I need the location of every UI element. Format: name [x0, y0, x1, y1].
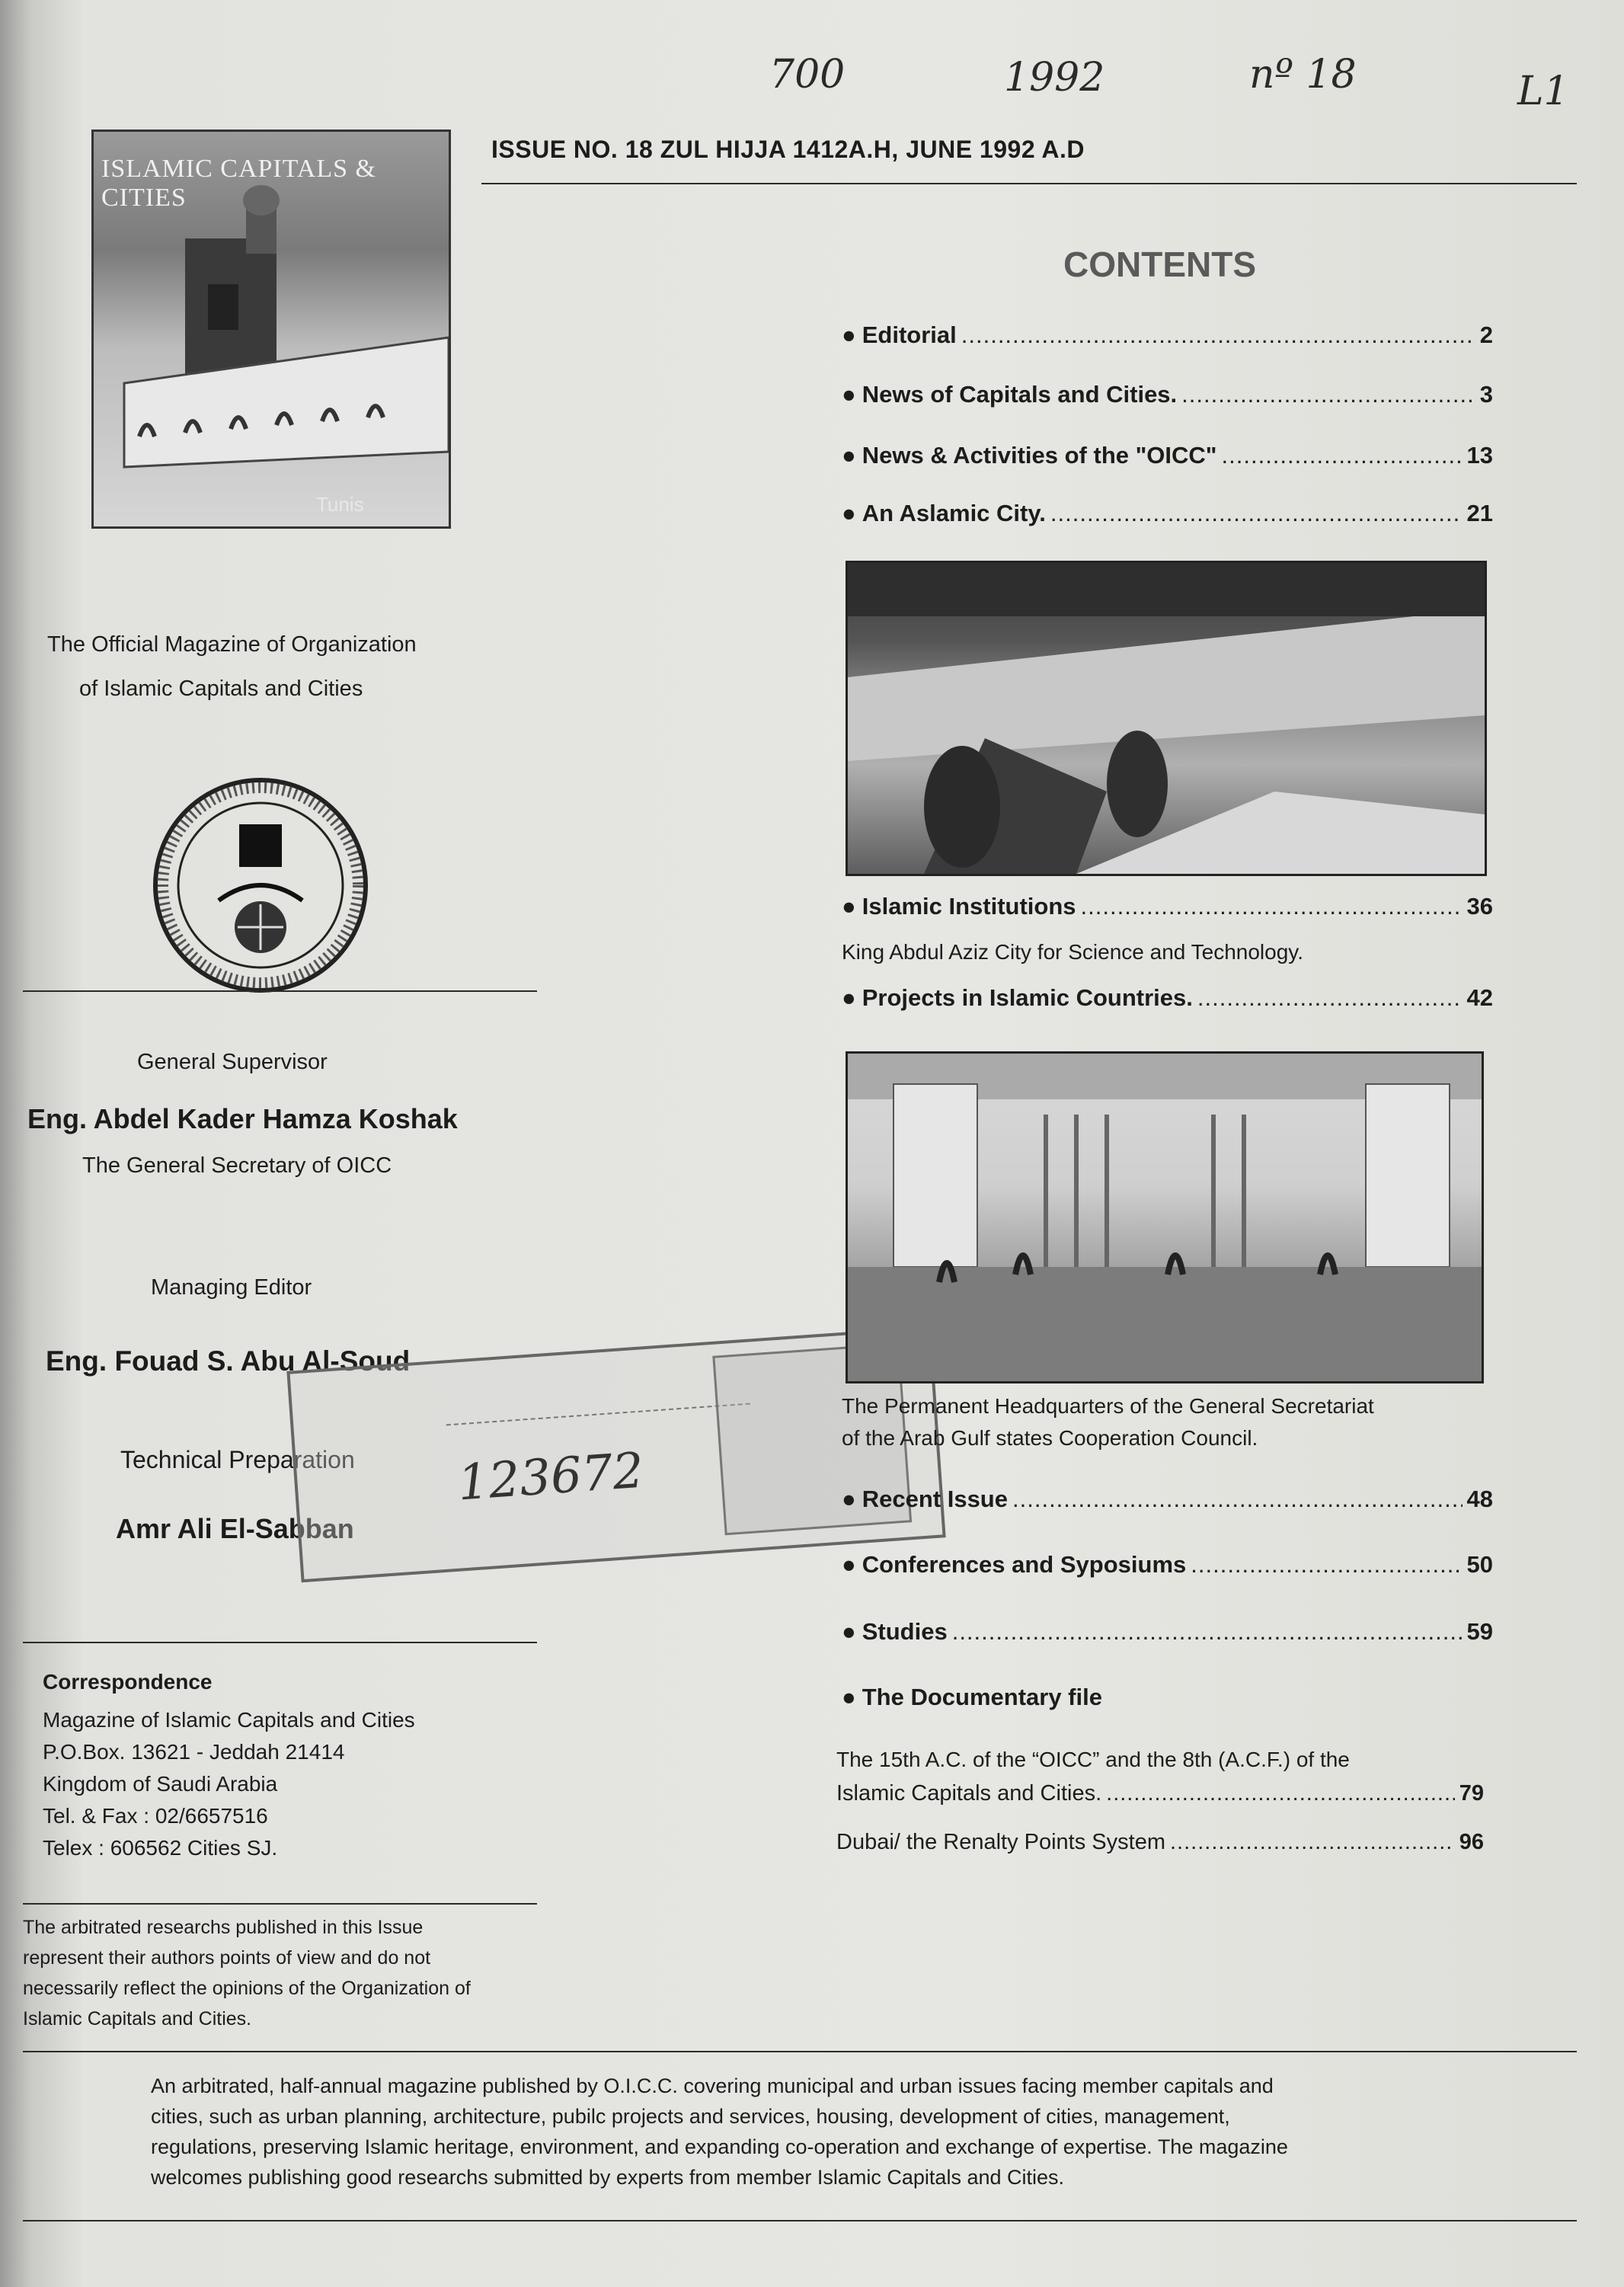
disclaimer-line: represent their authors points of view and do not: [23, 1947, 431, 1969]
toc-page-number: 50: [1466, 1551, 1493, 1578]
toc-page-number: 13: [1466, 442, 1493, 469]
bullet-icon: ●: [842, 321, 856, 348]
dot-leader: [1197, 984, 1463, 1012]
toc-item-editorial[interactable]: [842, 321, 1493, 349]
dot-leader: [1106, 1781, 1455, 1806]
bullet-icon: ●: [842, 381, 856, 408]
caption-institutions: King Abdul Aziz City for Science and Technology.: [842, 940, 1303, 964]
dot-leader: [961, 321, 1475, 349]
stamp-arabic-lines: [443, 1358, 750, 1426]
toc-item-recent-issue[interactable]: [842, 1486, 1493, 1513]
bullet-icon: ●: [842, 1551, 856, 1578]
correspondence-line: P.O.Box. 13621 - Jeddah 21414: [43, 1740, 345, 1764]
disclaimer-line: necessarily reflect the opinions of the Organization of: [23, 1978, 471, 1999]
toc-label: Projects in Islamic Countries.: [862, 984, 1193, 1011]
correspondence-line: Magazine of Islamic Capitals and Cities: [43, 1708, 415, 1732]
toc-item-islamic-institutions[interactable]: [842, 893, 1493, 920]
toc-item-doc-sub1[interactable]: [836, 1781, 1484, 1806]
dot-leader: [1081, 893, 1463, 920]
correspondence-line: Tel. & Fax : 02/6657516: [43, 1804, 268, 1828]
header-rule: [481, 183, 1577, 184]
disclaimer-line: Islamic Capitals and Cities.: [23, 2008, 252, 2030]
technical-role: Technical Preparation: [120, 1446, 355, 1473]
cover-minaret-illustration: [94, 132, 449, 526]
toc-label: Islamic Capitals and Cities.: [836, 1781, 1102, 1806]
correspondence-heading: Correspondence: [43, 1670, 213, 1694]
photo-projects-scene: [848, 1054, 1482, 1381]
toc-label: An Aslamic City.: [862, 500, 1046, 526]
bullet-icon: ●: [842, 442, 856, 469]
bullet-icon: ●: [842, 1486, 856, 1512]
toc-item-conferences[interactable]: [842, 1551, 1493, 1579]
toc-page-number: 3: [1479, 381, 1493, 408]
toc-page-number: 21: [1466, 500, 1493, 526]
toc-item-doc-sub2[interactable]: [836, 1830, 1484, 1855]
supervisor-name: Eng. Abdel Kader Hamza Koshak: [27, 1103, 458, 1134]
footer-top-rule: [23, 2051, 1577, 2052]
toc-label: Studies: [862, 1618, 948, 1645]
footer-line: welcomes publishing good researchs submitted by experts from member Islamic Capitals and Cities.: [151, 2166, 1065, 2189]
editor-name: Eng. Fouad S. Abu Al-Soud: [46, 1345, 411, 1377]
toc-page-number: 79: [1459, 1781, 1484, 1806]
bullet-icon: ●: [842, 893, 856, 920]
stamp-number: 123672: [456, 1442, 646, 1512]
handwritten-note-number: nº 18: [1249, 52, 1357, 98]
footer-line: An arbitrated, half-annual magazine published by O.I.C.C. covering municipal and urban issues facing member capitals and: [151, 2074, 1274, 2097]
dot-leader: [1050, 500, 1463, 527]
dot-leader: [1170, 1830, 1455, 1855]
magazine-description-line1: The Official Magazine of Organization: [47, 632, 417, 657]
dot-leader: [1181, 381, 1475, 408]
cover-city-label: Tunis: [316, 493, 364, 516]
handwritten-note-code: L1: [1517, 69, 1569, 114]
bullet-icon: ●: [842, 500, 856, 526]
toc-label: Editorial: [862, 321, 957, 348]
toc-page-number: 2: [1479, 321, 1493, 348]
toc-label: Dubai/ the Renalty Points System: [836, 1830, 1165, 1854]
toc-item-islamic-city[interactable]: [842, 500, 1493, 527]
caption-projects-line1: The Permanent Headquarters of the General Secretariat: [842, 1394, 1374, 1418]
bullet-icon: ●: [842, 984, 856, 1011]
footer-line: regulations, preserving Islamic heritage, environment, and expanding co-operation and exchange of expertise. The magazine: [151, 2135, 1288, 2158]
cover-image: [91, 130, 451, 529]
left-divider-3: [23, 1903, 537, 1905]
left-divider-1: [23, 990, 537, 992]
photo-projects: [846, 1051, 1484, 1383]
toc-item-studies[interactable]: [842, 1618, 1493, 1646]
toc-item-projects[interactable]: [842, 984, 1493, 1012]
contents-title: CONTENTS: [1063, 245, 1256, 284]
dot-leader: [1191, 1551, 1462, 1579]
toc-label: Recent Issue: [862, 1486, 1008, 1512]
toc-page-number: 42: [1466, 984, 1493, 1011]
oicc-seal-logo: [146, 771, 375, 1000]
cover-title: ISLAMIC CAPITALS & CITIES: [101, 155, 376, 212]
supervisor-title: The General Secretary of OICC: [82, 1153, 392, 1178]
left-divider-2: [23, 1642, 537, 1643]
disclaimer-line: The arbitrated researchs published in this Issue: [23, 1917, 424, 1938]
toc-page-number: 36: [1466, 893, 1493, 920]
toc-label: News of Capitals and Cities.: [862, 381, 1178, 408]
toc-label: The Documentary file: [862, 1684, 1102, 1710]
toc-label: Islamic Institutions: [862, 893, 1076, 920]
dot-leader: [952, 1618, 1463, 1646]
toc-label: News & Activities of the "OICC": [862, 442, 1217, 469]
dot-leader: [1012, 1486, 1463, 1513]
supervisor-role: General Supervisor: [137, 1050, 328, 1074]
technical-name: Amr Ali El-Sabban: [116, 1513, 354, 1544]
toc-label: Conferences and Syposiums: [862, 1551, 1187, 1578]
correspondence-line: Kingdom of Saudi Arabia: [43, 1772, 278, 1796]
magazine-description-line2: of Islamic Capitals and Cities: [79, 677, 363, 701]
handwritten-note-700: 700: [769, 52, 846, 98]
bullet-icon: ●: [842, 1618, 856, 1645]
footer-line: cities, such as urban planning, architecture, pubilc projects and services, housing, development of cities, management,: [151, 2105, 1230, 2128]
toc-page-number: 48: [1466, 1486, 1493, 1512]
handwritten-note-year: 1992: [1004, 55, 1105, 101]
correspondence-line: Telex : 606562 Cities SJ.: [43, 1836, 278, 1860]
photo-institutions-scene: [848, 563, 1485, 874]
photo-institutions: [846, 561, 1487, 876]
editor-role: Managing Editor: [151, 1275, 312, 1300]
footer-bottom-rule: [23, 2220, 1577, 2221]
toc-item-news-oicc[interactable]: [842, 442, 1493, 469]
dot-leader: [1222, 442, 1463, 469]
toc-item-news-capitals[interactable]: [842, 381, 1493, 408]
doc-sub1-line1: The 15th A.C. of the “OICC” and the 8th (A.C.F.) of the: [836, 1748, 1350, 1771]
toc-page-number: 96: [1459, 1830, 1484, 1854]
issue-line: ISSUE NO. 18 ZUL HIJJA 1412A.H, JUNE 1992 A.D: [491, 136, 1085, 163]
caption-projects-line2: of the Arab Gulf states Cooperation Council.: [842, 1426, 1258, 1450]
toc-page-number: 59: [1466, 1618, 1493, 1645]
bullet-icon: ●: [842, 1684, 856, 1710]
toc-item-documentary-file[interactable]: [842, 1684, 1493, 1711]
